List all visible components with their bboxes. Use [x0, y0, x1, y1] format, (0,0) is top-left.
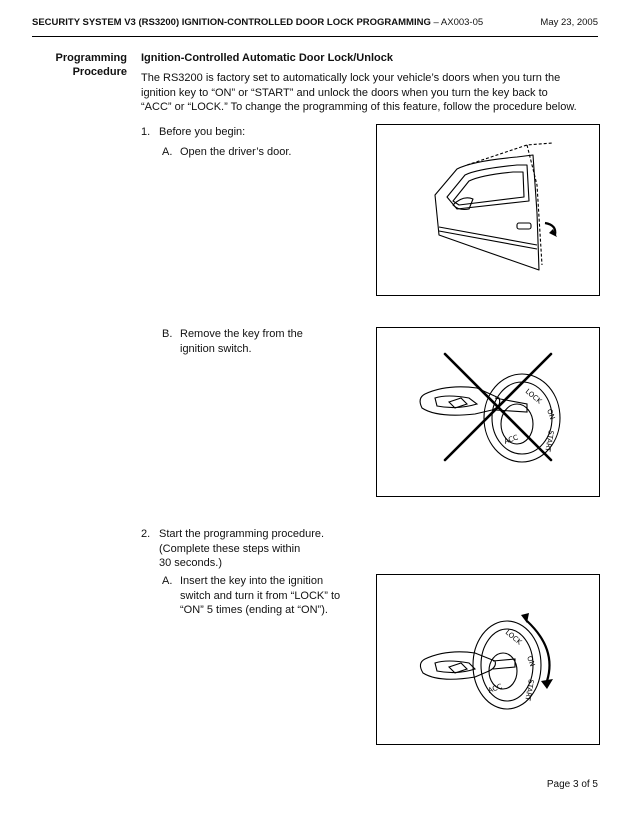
step-1b-line: Remove the key from the — [180, 328, 303, 340]
label-start: START — [543, 429, 555, 453]
side-label-line2: Procedure — [72, 66, 127, 78]
label-lock: LOCK — [523, 387, 544, 406]
figure-open-door — [376, 124, 600, 296]
ignition-x-illustration — [377, 328, 599, 496]
intro-line: ignition key to “ON” or “START” and unlock the doors when you turn the key back to — [141, 86, 548, 99]
step-1b-line: ignition switch. — [180, 342, 252, 355]
intro-line: The RS3200 is factory set to automatically lock your vehicle’s doors when you turn the — [141, 72, 561, 84]
label-on: ON — [545, 407, 557, 421]
step-2-line: (Complete these steps within — [159, 542, 301, 555]
intro-paragraph — [141, 71, 611, 115]
arrow-head-bottom — [541, 679, 553, 689]
header-date: May 23, 2005 — [540, 17, 598, 28]
car-door-illustration — [377, 125, 599, 295]
page-header — [32, 16, 598, 37]
step-2a-line: switch and turn it from “LOCK” to — [180, 589, 341, 602]
label-acc: ACC — [486, 682, 504, 695]
side-label-line1: Programming — [55, 52, 127, 64]
step-2a-line: Insert the key into the ignition — [180, 575, 324, 587]
side-label — [32, 51, 127, 79]
label-lock: LOCK — [503, 628, 524, 647]
header-separator: – — [430, 17, 441, 28]
step-2a-line: “ON” 5 times (ending at “ON”). — [180, 604, 328, 616]
step-2a-text — [180, 574, 340, 618]
header-left — [32, 17, 483, 28]
step-2-text — [159, 527, 324, 571]
step-1b-text — [180, 327, 303, 356]
label-on: ON — [525, 654, 537, 668]
step-1b-letter: B. — [162, 328, 173, 340]
header-title: SECURITY SYSTEM V3 (RS3200) IGNITION-CONTROLLED DOOR LOCK PROGRAMMING — [32, 17, 431, 28]
page-number: Page 3 of 5 — [546, 779, 598, 790]
step-1a-letter: A. — [162, 146, 173, 158]
ignition-turn-illustration — [377, 575, 599, 744]
header-code: AX003-05 — [440, 17, 484, 28]
figure-turn-key — [376, 574, 600, 745]
label-start: START — [523, 678, 535, 702]
section-title: Ignition-Controlled Automatic Door Lock/Unlock — [141, 52, 393, 64]
step-2-line: 30 seconds.) — [159, 557, 222, 569]
step-1-number: 1. — [141, 126, 151, 138]
step-2-number: 2. — [141, 528, 151, 540]
step-1a-text: Open the driver’s door. — [180, 146, 292, 158]
label-acc: ACC — [502, 433, 520, 446]
step-1-text: Before you begin: — [159, 126, 246, 138]
step-2-line: Start the programming procedure. — [159, 528, 325, 540]
intro-line: “ACC” or “LOCK.” To change the programming of this feature, follow the procedure below. — [141, 101, 577, 113]
figure-remove-key — [376, 327, 600, 497]
step-2a-letter: A. — [162, 575, 173, 587]
